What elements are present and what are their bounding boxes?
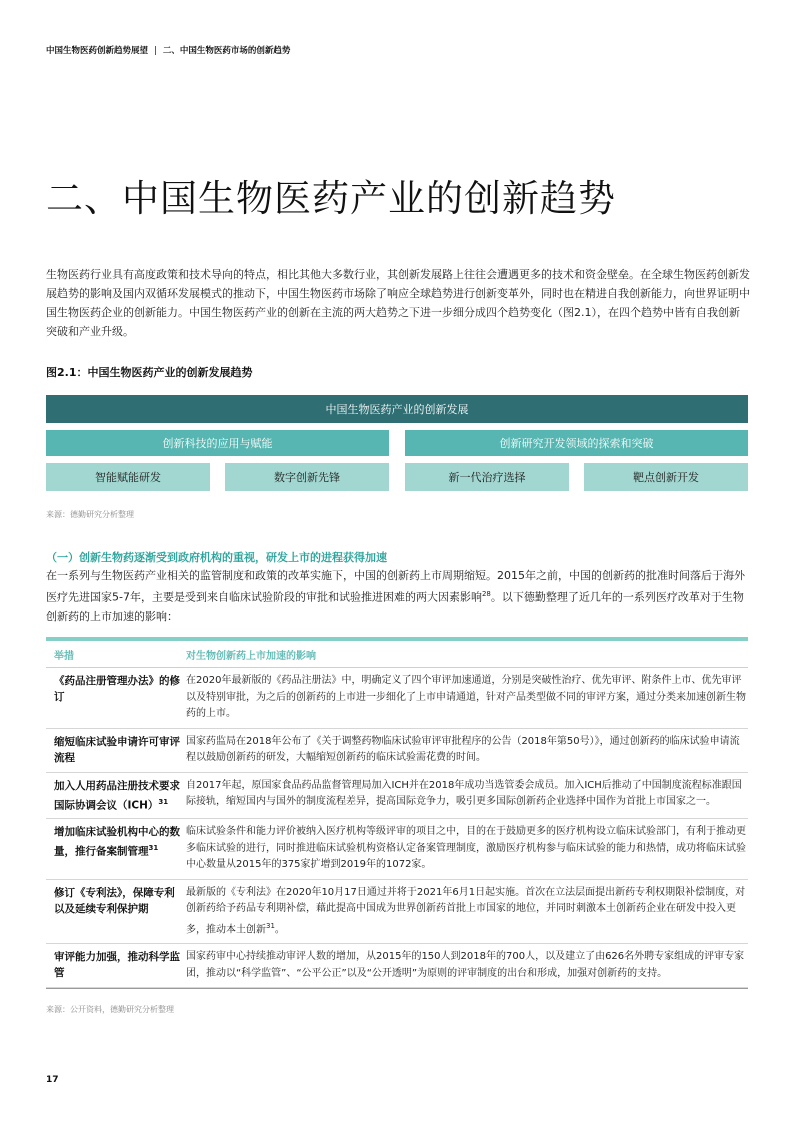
measure-footnote-ref: 31 bbox=[158, 797, 169, 806]
intro-paragraph: 生物医药行业具有高度政策和技术导向的特点，相比其他大多数行业，其创新发展路上往往会遭遇更多的技术和资金壁垒。在全球生物医药创新发展趋势的影响及国内双循环发展模式的推动下，中国生物医药市场除了响应全球趋势进行创新变革外，同时也在精进自我创新能力，向世界证明中国生物医药企业的创新能力。中国生物医药产业的创新在主流的两大趋势之下进一步细分成四个趋势变化（图2.1），在四个趋势中皆有自我创新突破和产业升级。 bbox=[46, 268, 750, 338]
table-row bbox=[46, 773, 748, 820]
diagram-bottom-box-1: 智能赋能研发 bbox=[46, 463, 210, 491]
measure-text: 增加临床试验机构中心的数量，推行备案制管理 bbox=[54, 826, 180, 858]
impact-cell: 最新版的《专利法》在2020年10月17日通过并将于2021年6月1日起实施。首次在立法层面提出新药专利权期限补偿制度，对创新药给予药品专利期补偿，藉此提高中国成为世界创新药首批上市国家的地位，并同时刺激本土创新药企业在研发中投入更多，推动本土创新$^{31}$。 bbox=[186, 886, 746, 935]
impact-cell bbox=[182, 668, 748, 728]
header-separator: | bbox=[153, 46, 157, 56]
impact-cell bbox=[182, 773, 748, 819]
measure-text: 《药品注册管理办法》的修订 bbox=[54, 675, 180, 703]
table-row bbox=[46, 880, 748, 945]
table-source: 来源：公开资料，德勤研究分析整理 bbox=[46, 1005, 174, 1014]
section-paragraph bbox=[46, 566, 750, 626]
measure-cell bbox=[46, 944, 182, 987]
diagram-bottom-box-3: 新一代治疗选择 bbox=[405, 463, 569, 491]
diagram-bottom-box-4: 靶点创新开发 bbox=[584, 463, 748, 491]
table-header-measure: 举措 bbox=[54, 650, 74, 662]
figure-source: 来源：德勤研究分析整理 bbox=[46, 510, 134, 519]
measure-cell bbox=[46, 773, 182, 819]
diagram-bottom-box-2: 数字创新先锋 bbox=[225, 463, 389, 491]
impact-text: 自2017年起，原国家食品药品监督管理局加入ICH并在2018年成功当选管委会成员。加入ICH后推动了中国制度流程标准跟国际接轨，缩短国内与国外的制度流程差异，提高国际竞争力，吸引更多国际创新药企业选择中国作为首批上市国家之一。 bbox=[186, 779, 742, 807]
measure-text: 修订《专利法》，保障专利以及延续专利保护期 bbox=[54, 886, 175, 915]
page-title: 二、中国生物医药产业的创新趋势 bbox=[46, 177, 616, 220]
table-header-impact: 对生物创新药上市加速的影响 bbox=[186, 650, 316, 662]
impact-cell bbox=[182, 944, 748, 987]
report-name: 中国生物医药创新趋势展望 bbox=[46, 46, 149, 56]
impact-text: 国家药监局在2018年公布了《关于调整药物临床试验审评审批程序的公告（2018年第50号）》，通过创新药的临床试验申请流程以鼓励创新药的研发，大幅缩短创新药的临床试验需花费的时间。 bbox=[186, 735, 740, 763]
table-row bbox=[46, 819, 748, 880]
impact-text: 最新版的《专利法》在2020年10月17日通过并将于2021年6月1日起实施。首次在立法层面提出新药专利权期限补偿制度，对创新药给予药品专利期补偿，藉此提高中国成为世界创新药首批上市国家的地位，并同时刺激本土创新药企业在研发中投入更多，推动本土创新 bbox=[186, 886, 746, 935]
measure-cell bbox=[46, 668, 182, 728]
measure-footnote-ref: 31 bbox=[148, 844, 159, 852]
impact-text: 临床试验条件和能力评价被纳入医疗机构等级评审的项目之中，目的在于鼓励更多的医疗机构设立临床试验部门，有利于推动更多临床试验的进行，同时推进临床试验机构资格认定备案管理制度，激励医疗机构参与临床试验的能力和热情，成功将临床试验中心数量从2015年的375家扩增到2019年的1072家。 bbox=[186, 826, 746, 870]
section-paragraph-tail: 。以下德勤整理了近几年的一系列医疗改革对于生物创新药的上市加速的影响： bbox=[46, 590, 744, 623]
figure-label: 图2.1：中国生物医药产业的创新发展趋势 bbox=[46, 366, 253, 379]
impact-cell bbox=[182, 729, 748, 772]
section-paragraph-main: 在一系列与生物医药产业相关的监管制度和政策的改革实施下，中国的创新药上市周期缩短。2015年之前，中国的创新药的批准时间落后于海外医疗先进国家5-7年，主要是受到来自临床试验阶段的审批和试验推进困难的两大因素影响 bbox=[46, 569, 745, 604]
measure-text: 缩短临床试验申请许可审评流程 bbox=[54, 735, 180, 764]
diagram-mid-box-2: 创新研究开发领域的探索和突破 bbox=[405, 430, 748, 456]
measure-cell bbox=[46, 880, 182, 944]
table-body bbox=[46, 668, 748, 988]
measure-text: 审评能力加强，推动科学监管 bbox=[54, 951, 180, 980]
measure-cell bbox=[46, 819, 182, 879]
diagram-top-box: 中国生物医药产业的创新发展 bbox=[46, 395, 748, 423]
impact-text: 在2020年最新版的《药品注册法》中，明确定义了四个审评加速通道，分别是突破性治疗、优先审评、附条件上市、优先审评以及特别审批，为之后的创新药的上市进一步细化了上市申请通道，针对产品类型做不同的审评方案，通过分类来加速创新生物药的上市。 bbox=[186, 675, 746, 719]
diagram-mid-box-1: 创新科技的应用与赋能 bbox=[46, 430, 389, 456]
page-number: 17 bbox=[46, 1075, 59, 1085]
measure-cell bbox=[46, 729, 182, 772]
impact-text: 国家药审中心持续推动审评人数的增加，从2015年的150人到2018年的700人，以及建立了由626名外聘专家组成的评审专家团，推动以“科学监管”、“公平公正”以及“公开透明”为原则的评审制度的出台和形成，加强对创新药的支持。 bbox=[186, 951, 745, 979]
impact-footnote-ref: 31 bbox=[266, 921, 275, 930]
chapter-name: 二、中国生物医药市场的创新趋势 bbox=[162, 46, 291, 56]
table-header-row bbox=[46, 641, 748, 668]
table-row bbox=[46, 944, 748, 988]
measure-text: 加入人用药品注册技术要求国际协调会议（ICH） bbox=[54, 779, 180, 811]
table-row bbox=[46, 668, 748, 729]
running-header bbox=[46, 44, 290, 56]
section-heading: （一）创新生物药逐渐受到政府机构的重视，研发上市的进程获得加速 bbox=[46, 551, 387, 564]
table-row bbox=[46, 729, 748, 773]
section-footnote-ref: 28 bbox=[481, 590, 491, 598]
table-bottom-rule bbox=[46, 988, 748, 989]
measures-table bbox=[46, 637, 748, 989]
impact-cell bbox=[182, 819, 748, 879]
